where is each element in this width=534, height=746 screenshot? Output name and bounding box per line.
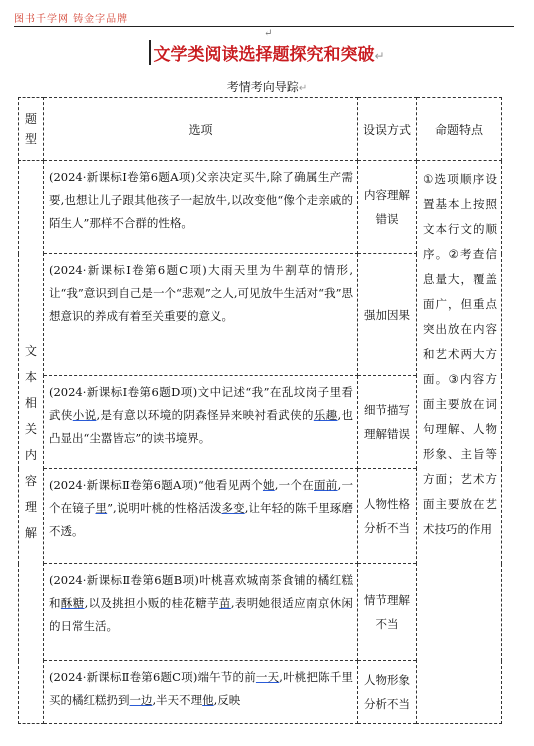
method-cell: 人物性格分析不当 xyxy=(358,469,417,564)
header-type-cell xyxy=(19,98,44,161)
item-text: ,一个在 xyxy=(274,478,315,492)
item-text: ,半天不理 xyxy=(152,693,203,707)
item-text: (2024·新课标Ⅰ卷第6题D项)文中记述“我”在乱坟岗子里看武侠 xyxy=(49,385,353,422)
exam-analysis-table xyxy=(18,97,502,724)
paragraph-mark: ↵ xyxy=(264,28,273,39)
underlined-term: 多变 xyxy=(221,501,245,515)
method-cell: 人物形象分析不当 xyxy=(358,661,417,724)
underlined-term: 一边 xyxy=(129,693,153,707)
underlined-term: 小说 xyxy=(72,408,97,422)
underlined-term: 他 xyxy=(202,693,214,707)
title-wrap xyxy=(0,40,534,65)
item-text: ,反映 xyxy=(213,693,241,707)
underlined-term: 苗 xyxy=(218,596,231,610)
item-cell xyxy=(44,661,358,724)
header-type: 题 型 xyxy=(24,112,37,146)
item-text: ,也凸显出“尘嚣皆忘”的读书境界。 xyxy=(49,408,354,445)
item-text: ”,说明叶桃的性格活泼 xyxy=(107,501,222,515)
header-brand: 图书千学网 铸金字品牌 xyxy=(14,14,129,25)
item-text: ,以及挑担小贩的桂花糖芋 xyxy=(84,596,219,610)
section-subtitle: 考情考向导踪↵ xyxy=(226,80,308,94)
underlined-term: 她 xyxy=(262,478,275,492)
item-cell: (2024·新课标Ⅰ卷第6题A项)父亲决定买牛,除了确属生产需要,也想让儿子跟其他孩子一起放牛,以改变他“像个走亲戚的陌生人”那样不合群的性格。 xyxy=(44,161,358,254)
category-cell xyxy=(19,161,44,724)
paragraph-mark: ↵ xyxy=(374,49,385,63)
underlined-term: 一天 xyxy=(255,670,280,684)
table-header-row xyxy=(19,98,502,161)
table-row xyxy=(19,161,502,254)
item-text: (2024·新课标Ⅱ卷第6题A项)“他看见两个 xyxy=(49,478,263,492)
method-cell: 情节理解不当 xyxy=(358,564,417,661)
item-text: (2024·新课标Ⅱ卷第6题B项)叶桃喜欢城南茶食铺的橘红糕和 xyxy=(49,573,353,610)
header-feature: 命题特点 xyxy=(417,98,502,161)
item-cell xyxy=(44,469,358,564)
header-rule xyxy=(14,26,514,27)
method-cell: 细节描写理解错误 xyxy=(358,376,417,469)
item-text: ,让年轻的陈千里琢磨不透。 xyxy=(49,501,354,538)
item-text: ,是有意以环境的阴森怪异来映衬看武侠的 xyxy=(96,408,314,422)
header-item: 选项 xyxy=(44,98,358,161)
item-text: (2024·新课标Ⅱ卷第6题C项)端午节的前 xyxy=(49,670,256,684)
method-cell: 内容理解错误 xyxy=(358,161,417,254)
item-text: ,一个在镜子 xyxy=(49,478,354,515)
category-label: 文 本 相 关 内 容 理 解 xyxy=(24,344,37,540)
paragraph-mark: ↵ xyxy=(298,83,308,94)
item-text: ,叶桃把陈千里买的橘红糕扔到 xyxy=(49,670,354,707)
underlined-term: 乐趣 xyxy=(313,408,338,422)
method-cell: 强加因果 xyxy=(358,254,417,376)
underlined-term: 里 xyxy=(95,501,108,515)
underlined-term: 面前 xyxy=(314,478,338,492)
page-header xyxy=(14,6,514,39)
item-cell xyxy=(44,376,358,469)
underlined-term: 酥糖 xyxy=(60,596,85,610)
item-text: ,表明她很适应南京休闲的日常生活。 xyxy=(49,596,354,633)
feature-cell: ①选项顺序设置基本上按照文本行文的顺序。②考查信息量大，覆盖面广，但重点突出放在内容和艺术两大方面。③内容方面主要放在词句理解、人物形象、主旨等方面；艺术方面主要放在艺术技巧的作用 xyxy=(417,161,502,724)
item-cell xyxy=(44,564,358,661)
item-cell: (2024·新课标Ⅰ卷第6题C项)大雨天里为牛割草的情形,让“我”意识到自己是一个“悲观”之人,可见放牛生活对“我”思想意识的养成有着至关重要的意义。 xyxy=(44,254,358,376)
header-method: 设误方式 xyxy=(358,98,417,161)
document-title[interactable]: 文学类阅读选择题探究和突破↵ xyxy=(149,40,384,65)
